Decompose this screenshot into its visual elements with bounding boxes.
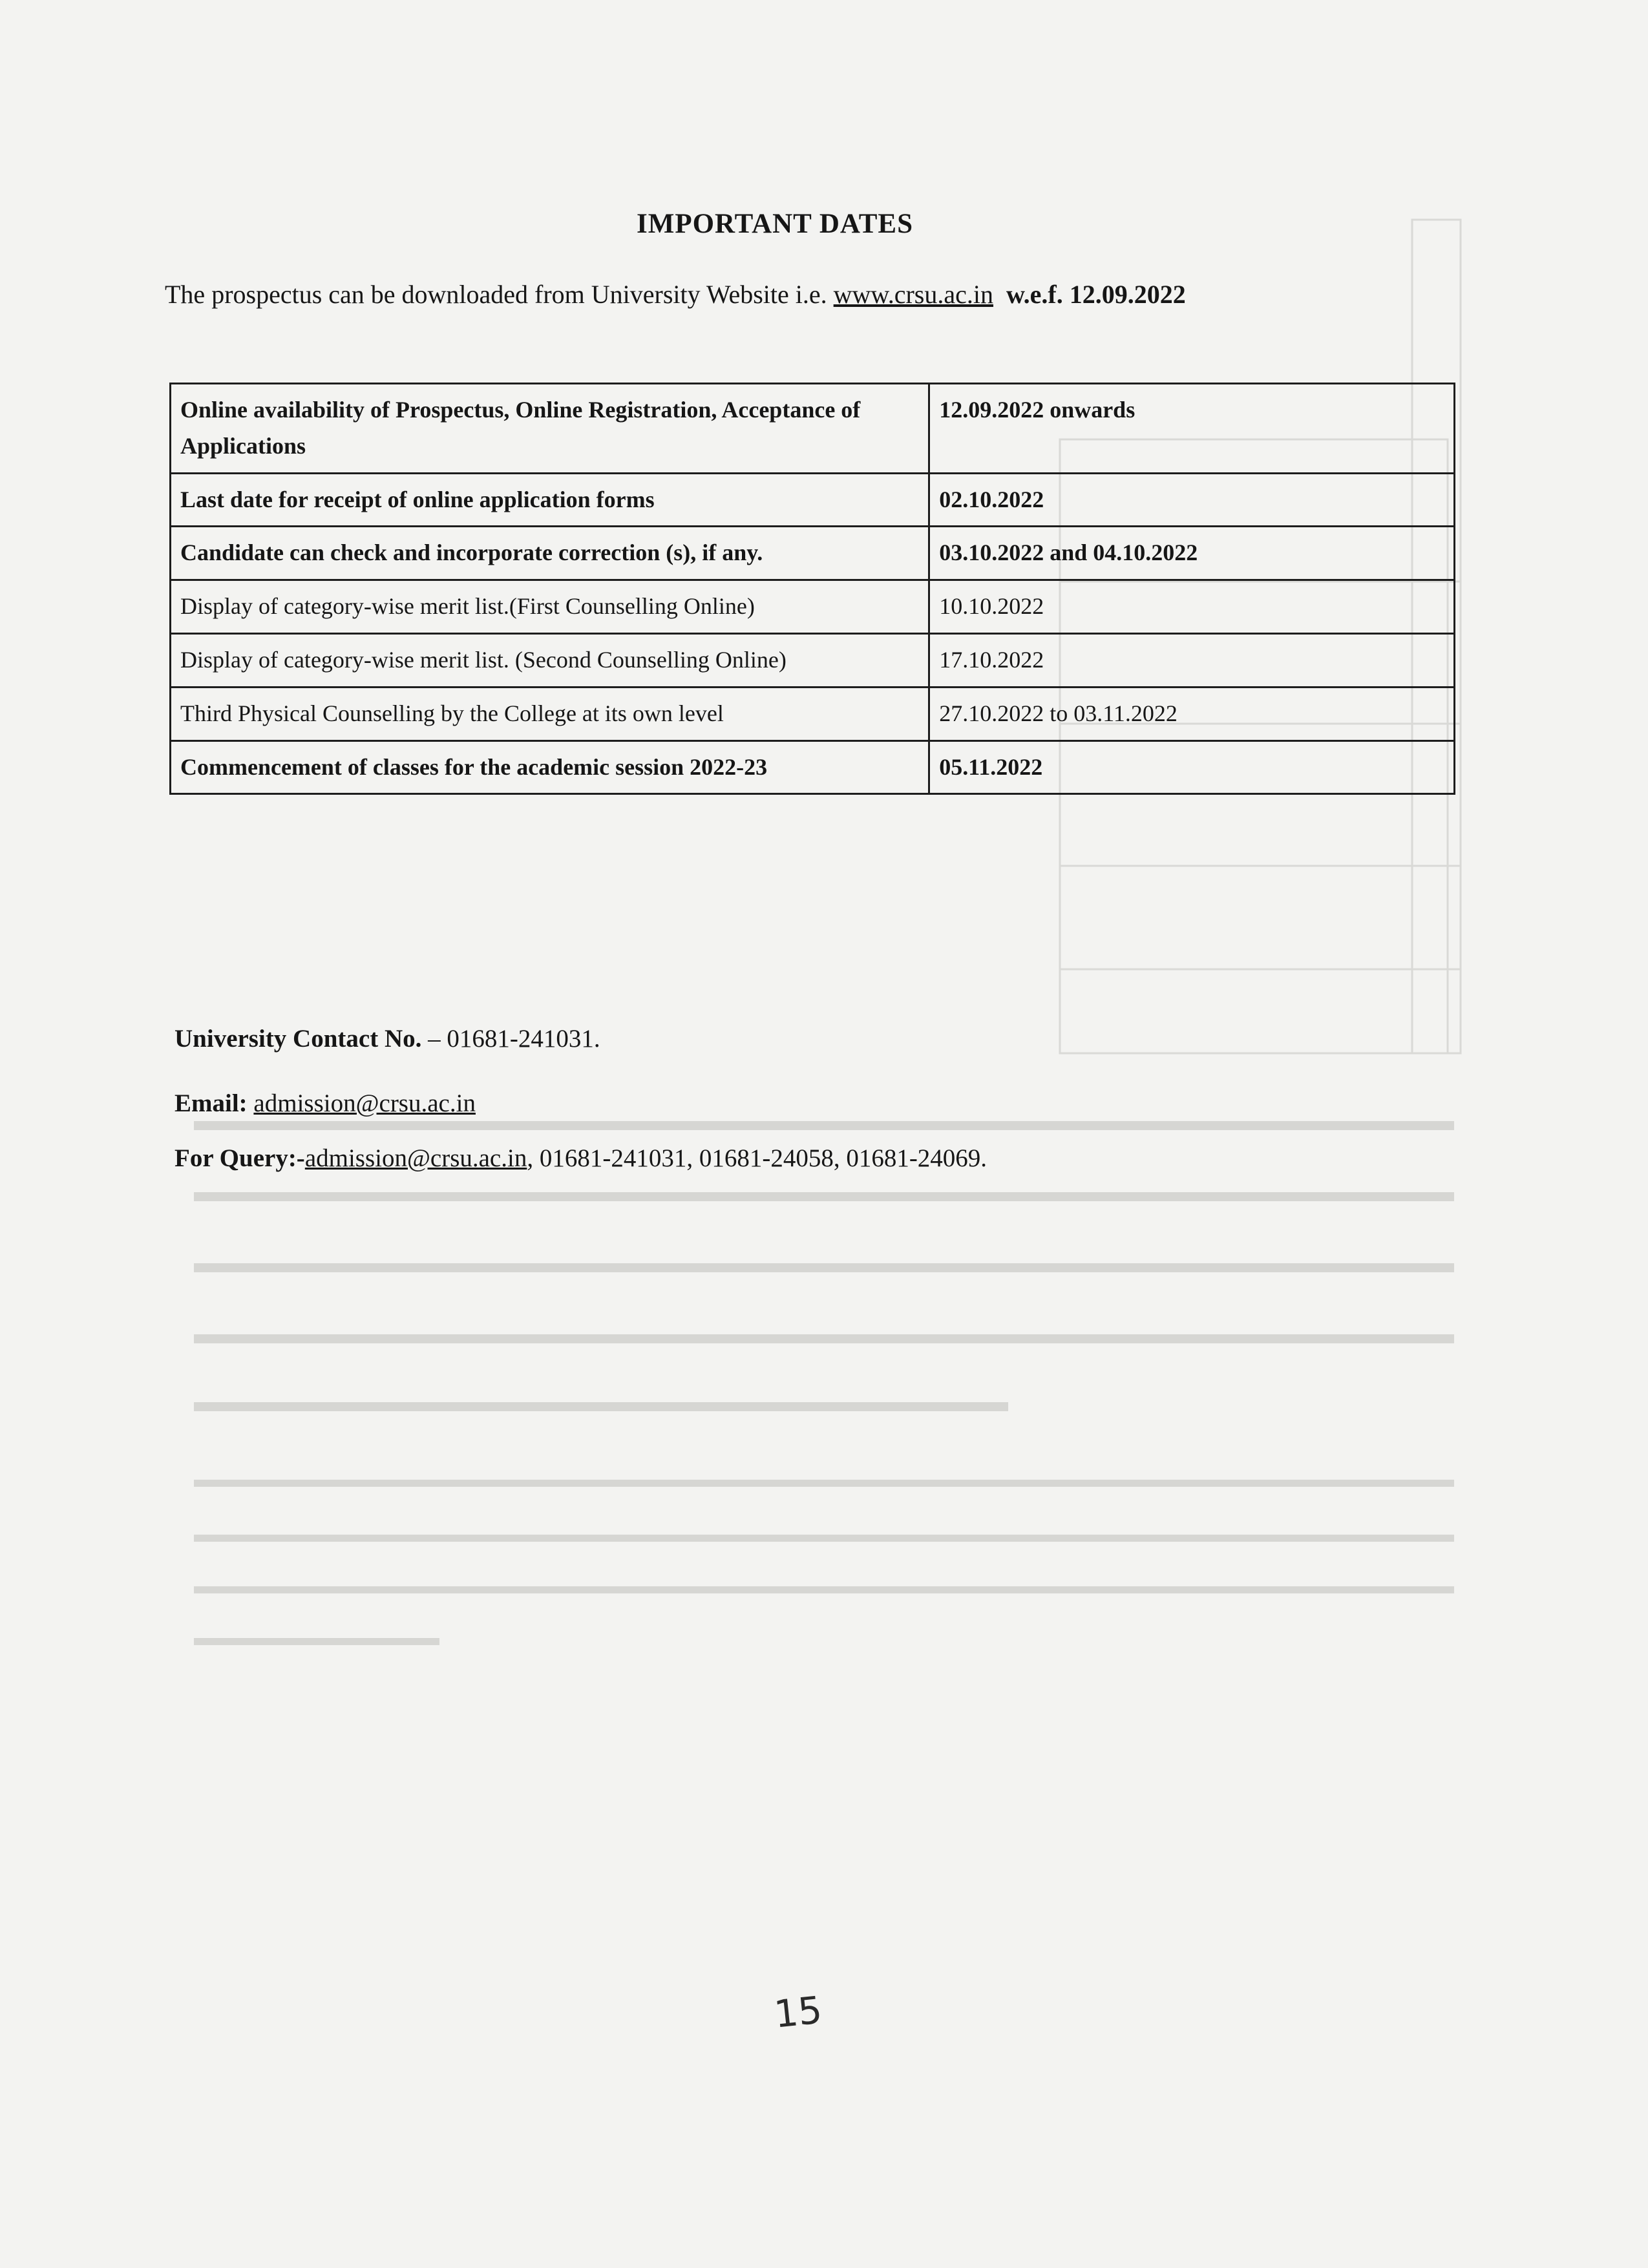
schedule-date: 27.10.2022 to 03.11.2022 <box>929 687 1455 740</box>
schedule-event: Online availability of Prospectus, Online Registration, Acceptance of Applications <box>171 384 929 474</box>
schedule-event: Commencement of classes for the academic session 2022-23 <box>171 740 929 794</box>
query-label: For Query:- <box>174 1144 305 1172</box>
contact-email <box>174 1089 1499 1118</box>
schedule-event: Display of category-wise merit list.(First Counselling Online) <box>171 580 929 634</box>
schedule-row <box>171 527 1455 580</box>
contact-number: – 01681-241031. <box>421 1025 600 1053</box>
query-contact <box>174 1144 1499 1173</box>
email-label: Email: <box>174 1089 248 1117</box>
schedule-date: 05.11.2022 <box>929 740 1455 794</box>
schedule-date: 03.10.2022 and 04.10.2022 <box>929 527 1455 580</box>
schedule-event: Last date for receipt of online application forms <box>171 473 929 527</box>
schedule-row <box>171 740 1455 794</box>
intro-text: The prospectus can be downloaded from University Website i.e. <box>165 280 834 309</box>
contact-label: University Contact No. <box>174 1025 422 1053</box>
schedule-row <box>171 633 1455 687</box>
email-link[interactable]: admission@crsu.ac.in <box>253 1089 476 1117</box>
schedule-row <box>171 687 1455 740</box>
schedule-event: Candidate can check and incorporate correction (s), if any. <box>171 527 929 580</box>
schedule-date: 10.10.2022 <box>929 580 1455 634</box>
website-link[interactable]: www.crsu.ac.in <box>833 280 993 309</box>
query-phones: , 01681-241031, 01681-24058, 01681-24069. <box>527 1144 988 1172</box>
schedule-row <box>171 473 1455 527</box>
intro-date: w.e.f. 12.09.2022 <box>1006 280 1186 309</box>
page-title: IMPORTANT DATES <box>637 209 914 239</box>
important-dates-table <box>169 383 1455 795</box>
schedule-event: Third Physical Counselling by the College at its own level <box>171 687 929 740</box>
schedule-date: 02.10.2022 <box>929 473 1455 527</box>
query-email-link[interactable]: admission@crsu.ac.in <box>304 1144 527 1172</box>
schedule-row <box>171 384 1455 474</box>
schedule-date: 12.09.2022 onwards <box>929 384 1455 474</box>
university-contact <box>174 1024 1499 1053</box>
page-number-handwritten: 15 <box>772 1988 825 2037</box>
schedule-date: 17.10.2022 <box>929 633 1455 687</box>
prospectus-download-note <box>165 279 1477 310</box>
schedule-row <box>171 580 1455 634</box>
schedule-event: Display of category-wise merit list. (Second Counselling Online) <box>171 633 929 687</box>
